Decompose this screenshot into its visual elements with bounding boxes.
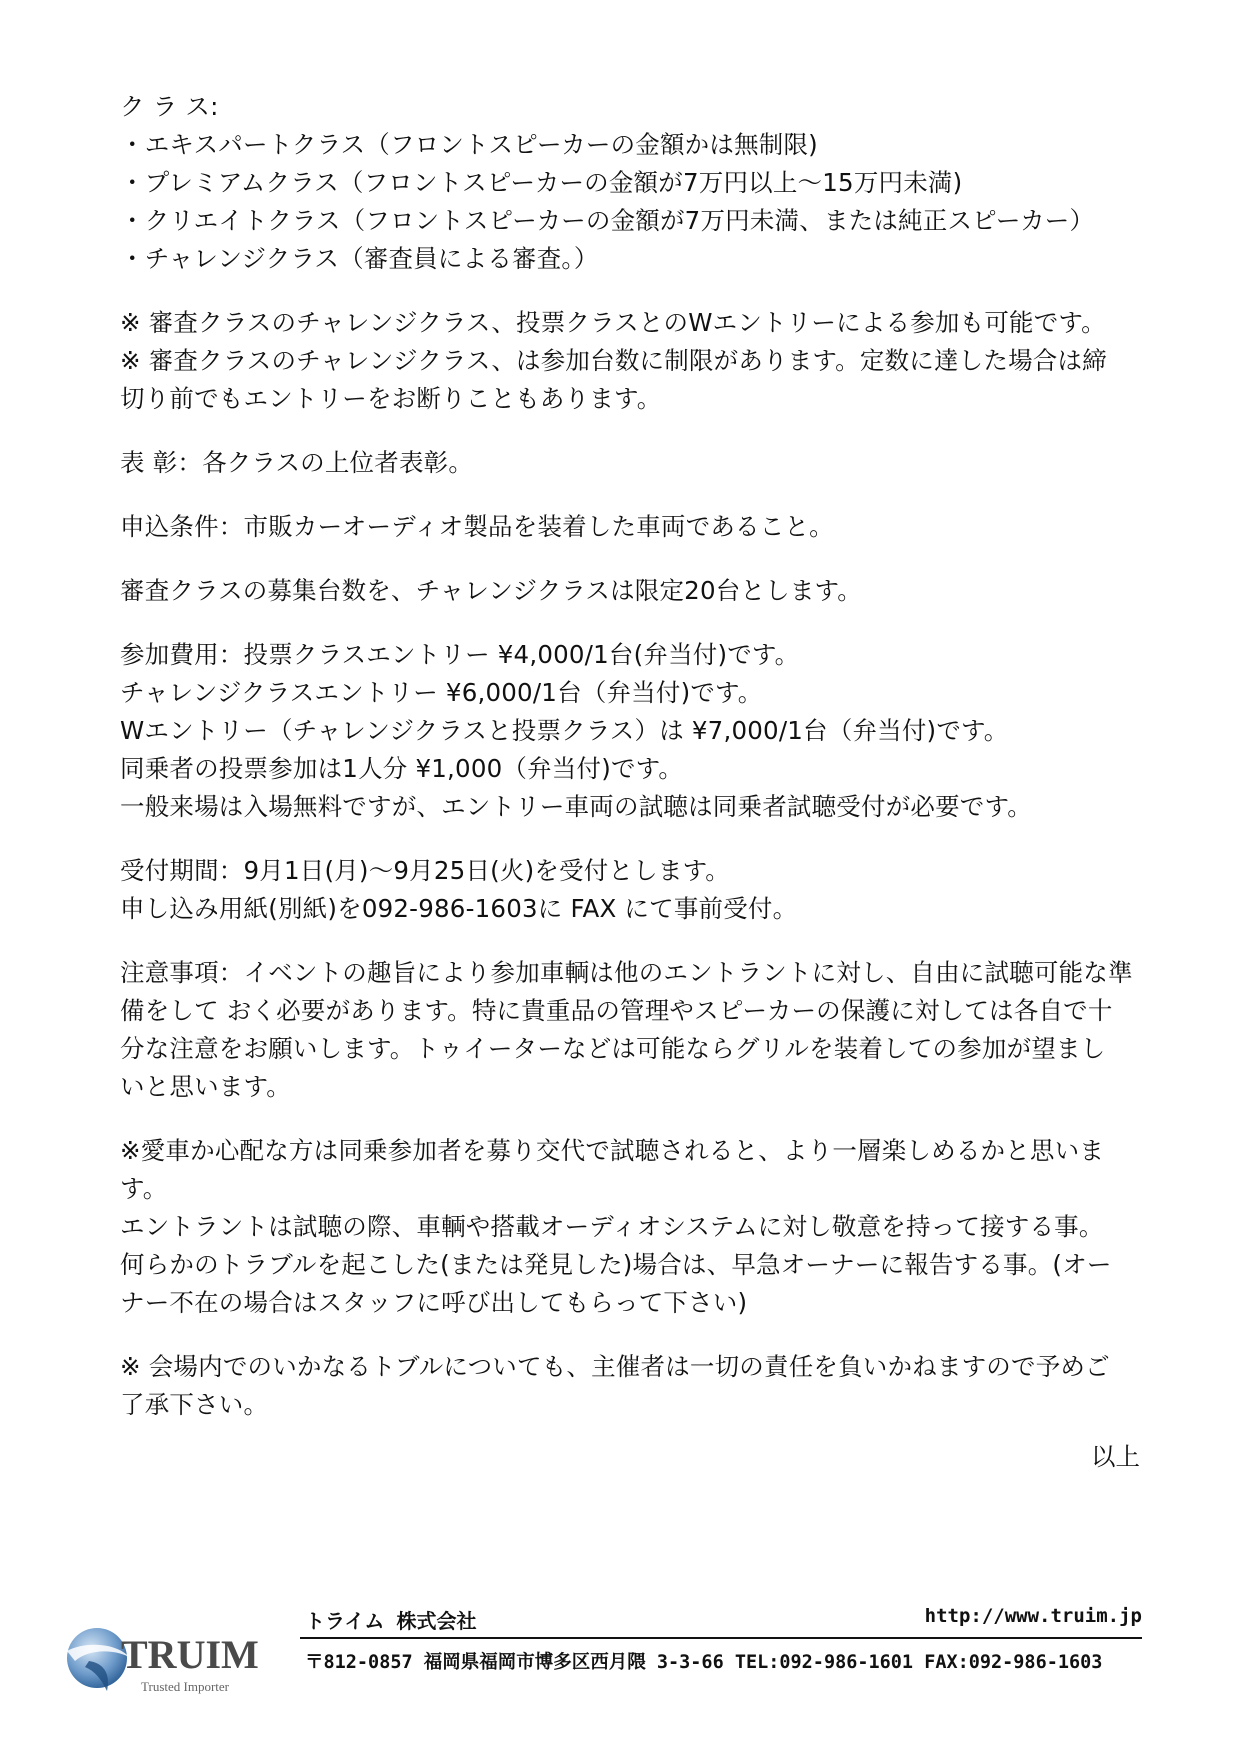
quota-text: 審査クラスの募集台数を、チャレンジクラスは限定20台とします。 [120,576,862,605]
company-address: 〒812-0857 福岡県福岡市博多区西月隈 3-3-66 TEL:092-986-1601 FAX:092-986-1603 [305,1652,1103,1673]
closing-remark: 以上 [1091,1442,1140,1471]
condition-section [120,508,1140,546]
notes-section [120,304,1140,418]
reception-line: 受付期間：9月1日(月)～9月25日(火)を受付とします。 [120,856,731,885]
classes-heading: ク ラ ス: [120,92,219,121]
advice-line: ※愛車か心配な方は同乗参加者を募り交代で試聴されると、より一層楽しめるかと思いま [120,1136,1105,1165]
quota-section [120,572,1140,610]
note-line: ※ 審査クラスのチャレンジクラス、投票クラスとのWエントリーによる参加も可能です。 [120,308,1106,337]
company-name: トライム 株式会社 [305,1609,477,1633]
globe-icon [67,1628,129,1691]
advice-line: エントラントは試聴の際、車輌や搭載オーディオシステムに対し敬意を持って接する事。 [120,1212,1104,1241]
award-text: 表 彰：各クラスの上位者表彰。 [120,448,474,477]
advice-line: 何らかのトラブルを起こした(または発見した)場合は、早急オーナーに報告する事。(オー [120,1250,1112,1279]
logo-wordmark: TRUIM [121,1632,259,1677]
disclaimer-line: ※ 会場内でのいかなるトブルについても、主催者は一切の責任を負いかねますので予めご [120,1352,1110,1381]
disclaimer-section [120,1348,1140,1424]
fees-section [120,636,1140,826]
fee-line: 一般来場は入場無料ですが、エントリー車両の試聴は同乗者試聴受付が必要です。 [120,792,1032,821]
note-line: 切り前でもエントリーをお断りこともあります。 [120,384,662,413]
classes-section [120,88,1140,278]
advice-section [120,1132,1140,1322]
class-item-expert: ・エキスパートクラス（フロントスピーカーの金額かは無制限) [120,130,818,159]
fee-line: 参加費用：投票クラスエントリー ¥4,000/1台(弁当付)です。 [120,640,800,669]
reception-section [120,852,1140,928]
fee-line: 同乗者の投票参加は1人分 ¥1,000（弁当付)です。 [120,754,684,783]
class-item-create: ・クリエイトクラス（フロントスピーカーの金額が7万円未満、または純正スピーカー） [120,206,1095,235]
logo-tagline: Trusted Importer [141,1679,229,1694]
note-line: ※ 審査クラスのチャレンジクラス、は参加台数に制限があります。定数に達した場合は締 [120,346,1107,375]
advice-line: す。 [120,1174,168,1203]
fee-line: Wエントリー（チャレンジクラスと投票クラス）は ¥7,000/1台（弁当付)です。 [120,716,1009,745]
disclaimer-line: 了承下さい。 [120,1390,269,1419]
company-url[interactable]: http://www.truim.jp [924,1605,1142,1627]
footer-divider [300,1637,1142,1639]
advice-line: ナー不在の場合はスタッフに呼び出してもらって下さい) [120,1288,748,1317]
class-item-premium: ・プレミアムクラス（フロントスピーカーの金額が7万円以上～15万円未満) [120,168,963,197]
class-item-challenge: ・チャレンジクラス（審査員による審査。） [120,244,599,273]
caution-line: 備をして おく必要があります。特に貴重品の管理やスピーカーの保護に対しては各自で十 [120,996,1113,1025]
condition-text: 申込条件：市販カーオーディオ製品を装着した車両であること。 [120,512,834,541]
letterhead-footer [0,1595,1240,1705]
document-body [120,88,1140,1450]
fee-line: チャレンジクラスエントリー ¥6,000/1台（弁当付)です。 [120,678,763,707]
caution-line: いと思います。 [120,1072,291,1101]
truim-logo [55,1613,295,1703]
caution-section [120,954,1140,1106]
reception-line: 申し込み用紙(別紙)を092-986-1603に FAX にて事前受付。 [120,894,798,923]
award-section [120,444,1140,482]
caution-line: 分な注意をお願いします。トゥイーターなどは可能ならグリルを装着しての参加が望まし [120,1034,1106,1063]
caution-line: 注意事項：イベントの趣旨により参加車輌は他のエントラントに対し、自由に試聴可能な準 [120,958,1133,987]
